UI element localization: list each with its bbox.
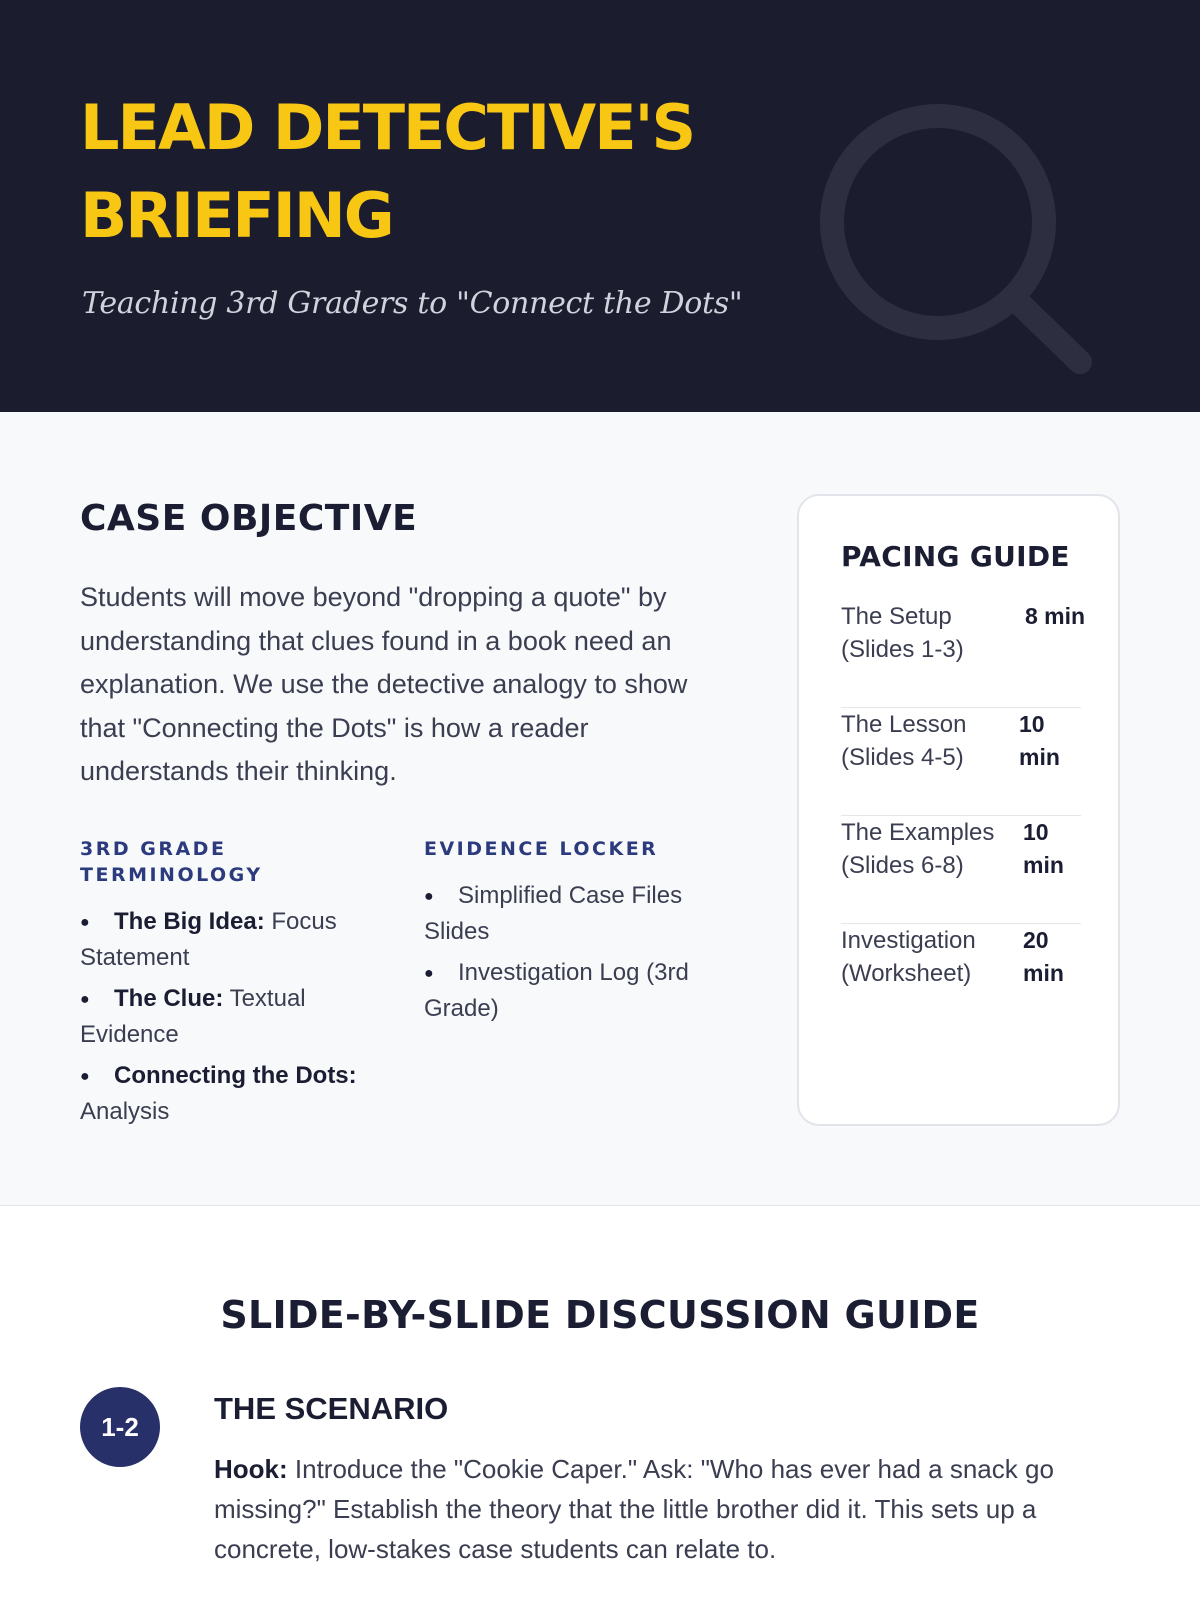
case-objective-heading: CASE OBJECTIVE	[80, 498, 418, 539]
list-item	[424, 955, 724, 1026]
pacing-label: The Setup (Slides 1-3)	[841, 603, 964, 663]
bullet-icon: ●	[80, 991, 90, 1009]
terminology-list	[80, 904, 380, 1129]
magnifying-glass-icon	[820, 100, 1120, 400]
pacing-label: Investigation (Worksheet)	[841, 927, 976, 987]
slide-number-badge: 1-2	[80, 1387, 160, 1467]
list-item	[424, 878, 724, 949]
bullet-icon: ●	[80, 914, 90, 932]
pacing-label: The Lesson (Slides 4-5)	[841, 711, 967, 771]
page-title: LEAD DETECTIVE'S BRIEFING	[80, 91, 695, 252]
slide-lead-label: Hook:	[214, 1454, 288, 1484]
discussion-guide-heading: SLIDE-BY-SLIDE DISCUSSION GUIDE	[220, 1293, 980, 1337]
evidence-locker-list	[424, 878, 724, 1026]
pacing-time: 10 min	[1023, 819, 1064, 878]
bullet-icon: ●	[424, 888, 434, 906]
case-objective-text: Students will move beyond "dropping a quote" by understanding that clues found in a book need an explanation. We use the detective analogy to show that "Connecting the Dots" is how a reader understands their thinking.	[80, 582, 688, 786]
slide-text: Introduce the "Cookie Caper." Ask: "Who has ever had a snack go missing?" Establish the theory that the little brother did it. This sets up a concrete, low-stakes case students can relate to.	[214, 1454, 1054, 1564]
term-label: The Clue:	[114, 985, 224, 1013]
pacing-time: 20 min	[1023, 927, 1064, 986]
term-meaning: Analysis	[80, 1098, 170, 1126]
evidence-locker-heading: EVIDENCE LOCKER	[424, 838, 659, 860]
pacing-row	[841, 924, 1081, 1032]
bullet-icon: ●	[80, 1068, 90, 1086]
evidence-item: Investigation Log (3rd Grade)	[424, 959, 689, 1023]
list-item	[80, 904, 380, 975]
case-overview-section	[0, 412, 1200, 1206]
evidence-locker-column	[424, 836, 724, 1032]
slide-title: THE SCENARIO	[214, 1391, 449, 1426]
pacing-row	[841, 600, 1086, 708]
pacing-time: 10 min	[1019, 711, 1060, 770]
term-meaning: Textual Evidence	[80, 985, 306, 1049]
term-meaning: Focus Statement	[80, 908, 337, 972]
header-banner	[0, 0, 1200, 412]
pacing-time: 8 min	[1025, 603, 1086, 629]
pacing-guide-card	[797, 494, 1120, 1126]
terminology-column	[80, 836, 380, 1135]
list-item	[80, 1058, 380, 1129]
slide-description	[214, 1449, 1074, 1569]
list-item	[80, 981, 380, 1052]
pacing-row	[841, 816, 1081, 924]
pacing-row	[841, 708, 1081, 816]
term-label: The Big Idea:	[114, 908, 265, 935]
evidence-item: Simplified Case Files Slides	[424, 882, 683, 946]
pacing-label: The Examples (Slides 6-8)	[841, 819, 995, 879]
pacing-guide-title: PACING GUIDE	[841, 540, 1070, 573]
terminology-heading: 3RD GRADE TERMINOLOGY	[80, 838, 263, 886]
term-label: Connecting the Dots:	[114, 1062, 357, 1090]
discussion-guide-section	[0, 1207, 1200, 1600]
bullet-icon: ●	[424, 965, 434, 983]
page-subtitle: Teaching 3rd Graders to "Connect the Dots"	[82, 286, 743, 321]
